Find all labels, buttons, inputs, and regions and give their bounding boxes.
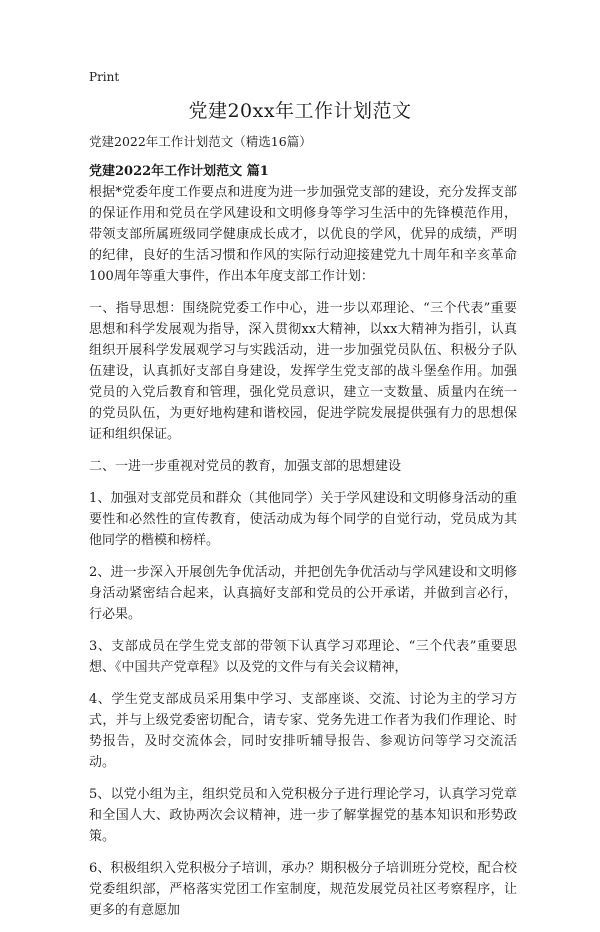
paragraph-item-4: 4、学生党支部成员采用集中学习、支部座谈、交流、讨论为主的学习方式，并与上级党委密切配合，请专家、党务先进工作者为我们作理论、时势报告，及时交流体会，同时安排听辅导报告、参观访问等学习交流活动。 bbox=[89, 692, 517, 770]
paragraph-item-1: 1、加强对支部党员和群众（其他同学）关于学风建设和文明修身活动的重要性和必然性的宣传教育，使活动成为每个同学的自觉行动，党员成为其他同学的楷模和榜样。 bbox=[89, 491, 517, 548]
paragraph-item-3: 3、支部成员在学生党支部的带领下认真学习邓理论、“三个代表”重要思想、《中国共产党章程》以及党的文件与有关会议精神， bbox=[89, 639, 517, 675]
print-link[interactable]: Print bbox=[89, 70, 120, 84]
paragraph-item-6: 6、积极组织入党积极分子培训，承办？期积极分子培训班分党校，配合校党委组织部，严格落实党团工作室制度，规范发展党员社区考察程序，让更多的有意愿加 bbox=[89, 861, 517, 918]
document-subtitle: 党建2022年工作计划范文（精选16篇） bbox=[89, 134, 312, 149]
section-heading: 党建2022年工作计划范文 篇1 bbox=[89, 164, 269, 179]
paragraph-heading-two: 二、一进一步重视对党员的教育，加强支部的思想建设 bbox=[89, 459, 402, 474]
paragraph-item-5: 5、以党小组为主，组织党员和入党积极分子进行理论学习，认真学习党章和全国人大、政协两次会议精神，进一步了解掌握党的基本知识和形势政策。 bbox=[89, 787, 517, 844]
document-title: 党建20xx年工作计划范文 bbox=[188, 100, 412, 122]
paragraph-guiding-thought: 一、指导思想：围绕院党委工作中心，进一步以邓理论、“三个代表”重要思想和科学发展观为指导，深入贯彻xx大精神，以xx大精神为指引，认真组织开展科学发展观学习与实践活动，进一步加强党员队伍、积极分子队伍建设，认真抓好支部自身建设，发挥学生党支部的战斗堡垒作用。加强党员的入党后教育和管理，强化党员意识，建立一支数量、质量内在统一的党员队伍，为更好地构建和谐校园，促进学院发展提供强有力的思想保证和组织保证。 bbox=[89, 301, 517, 442]
document-body bbox=[89, 182, 517, 932]
paragraph-item-2: 2、进一步深入开展创先争优活动，并把创先争优活动与学风建设和文明修身活动紧密结合起来，认真搞好支部和党员的公开承诺，并做到言必行，行必果。 bbox=[89, 565, 517, 622]
paragraph-intro: 根据*党委年度工作要点和进度为进一步加强党支部的建设，充分发挥支部的保证作用和党员在学风建设和文明修身等学习生活中的先锋模范作用，带领支部所属班级同学健康成长成才，以优良的学风，优异的成绩，严明的纪律，良好的生活习惯和作风的实际行动迎接建党九十周年和辛亥革命100周年等重大事件，作出本年度支部工作计划： bbox=[89, 185, 517, 284]
